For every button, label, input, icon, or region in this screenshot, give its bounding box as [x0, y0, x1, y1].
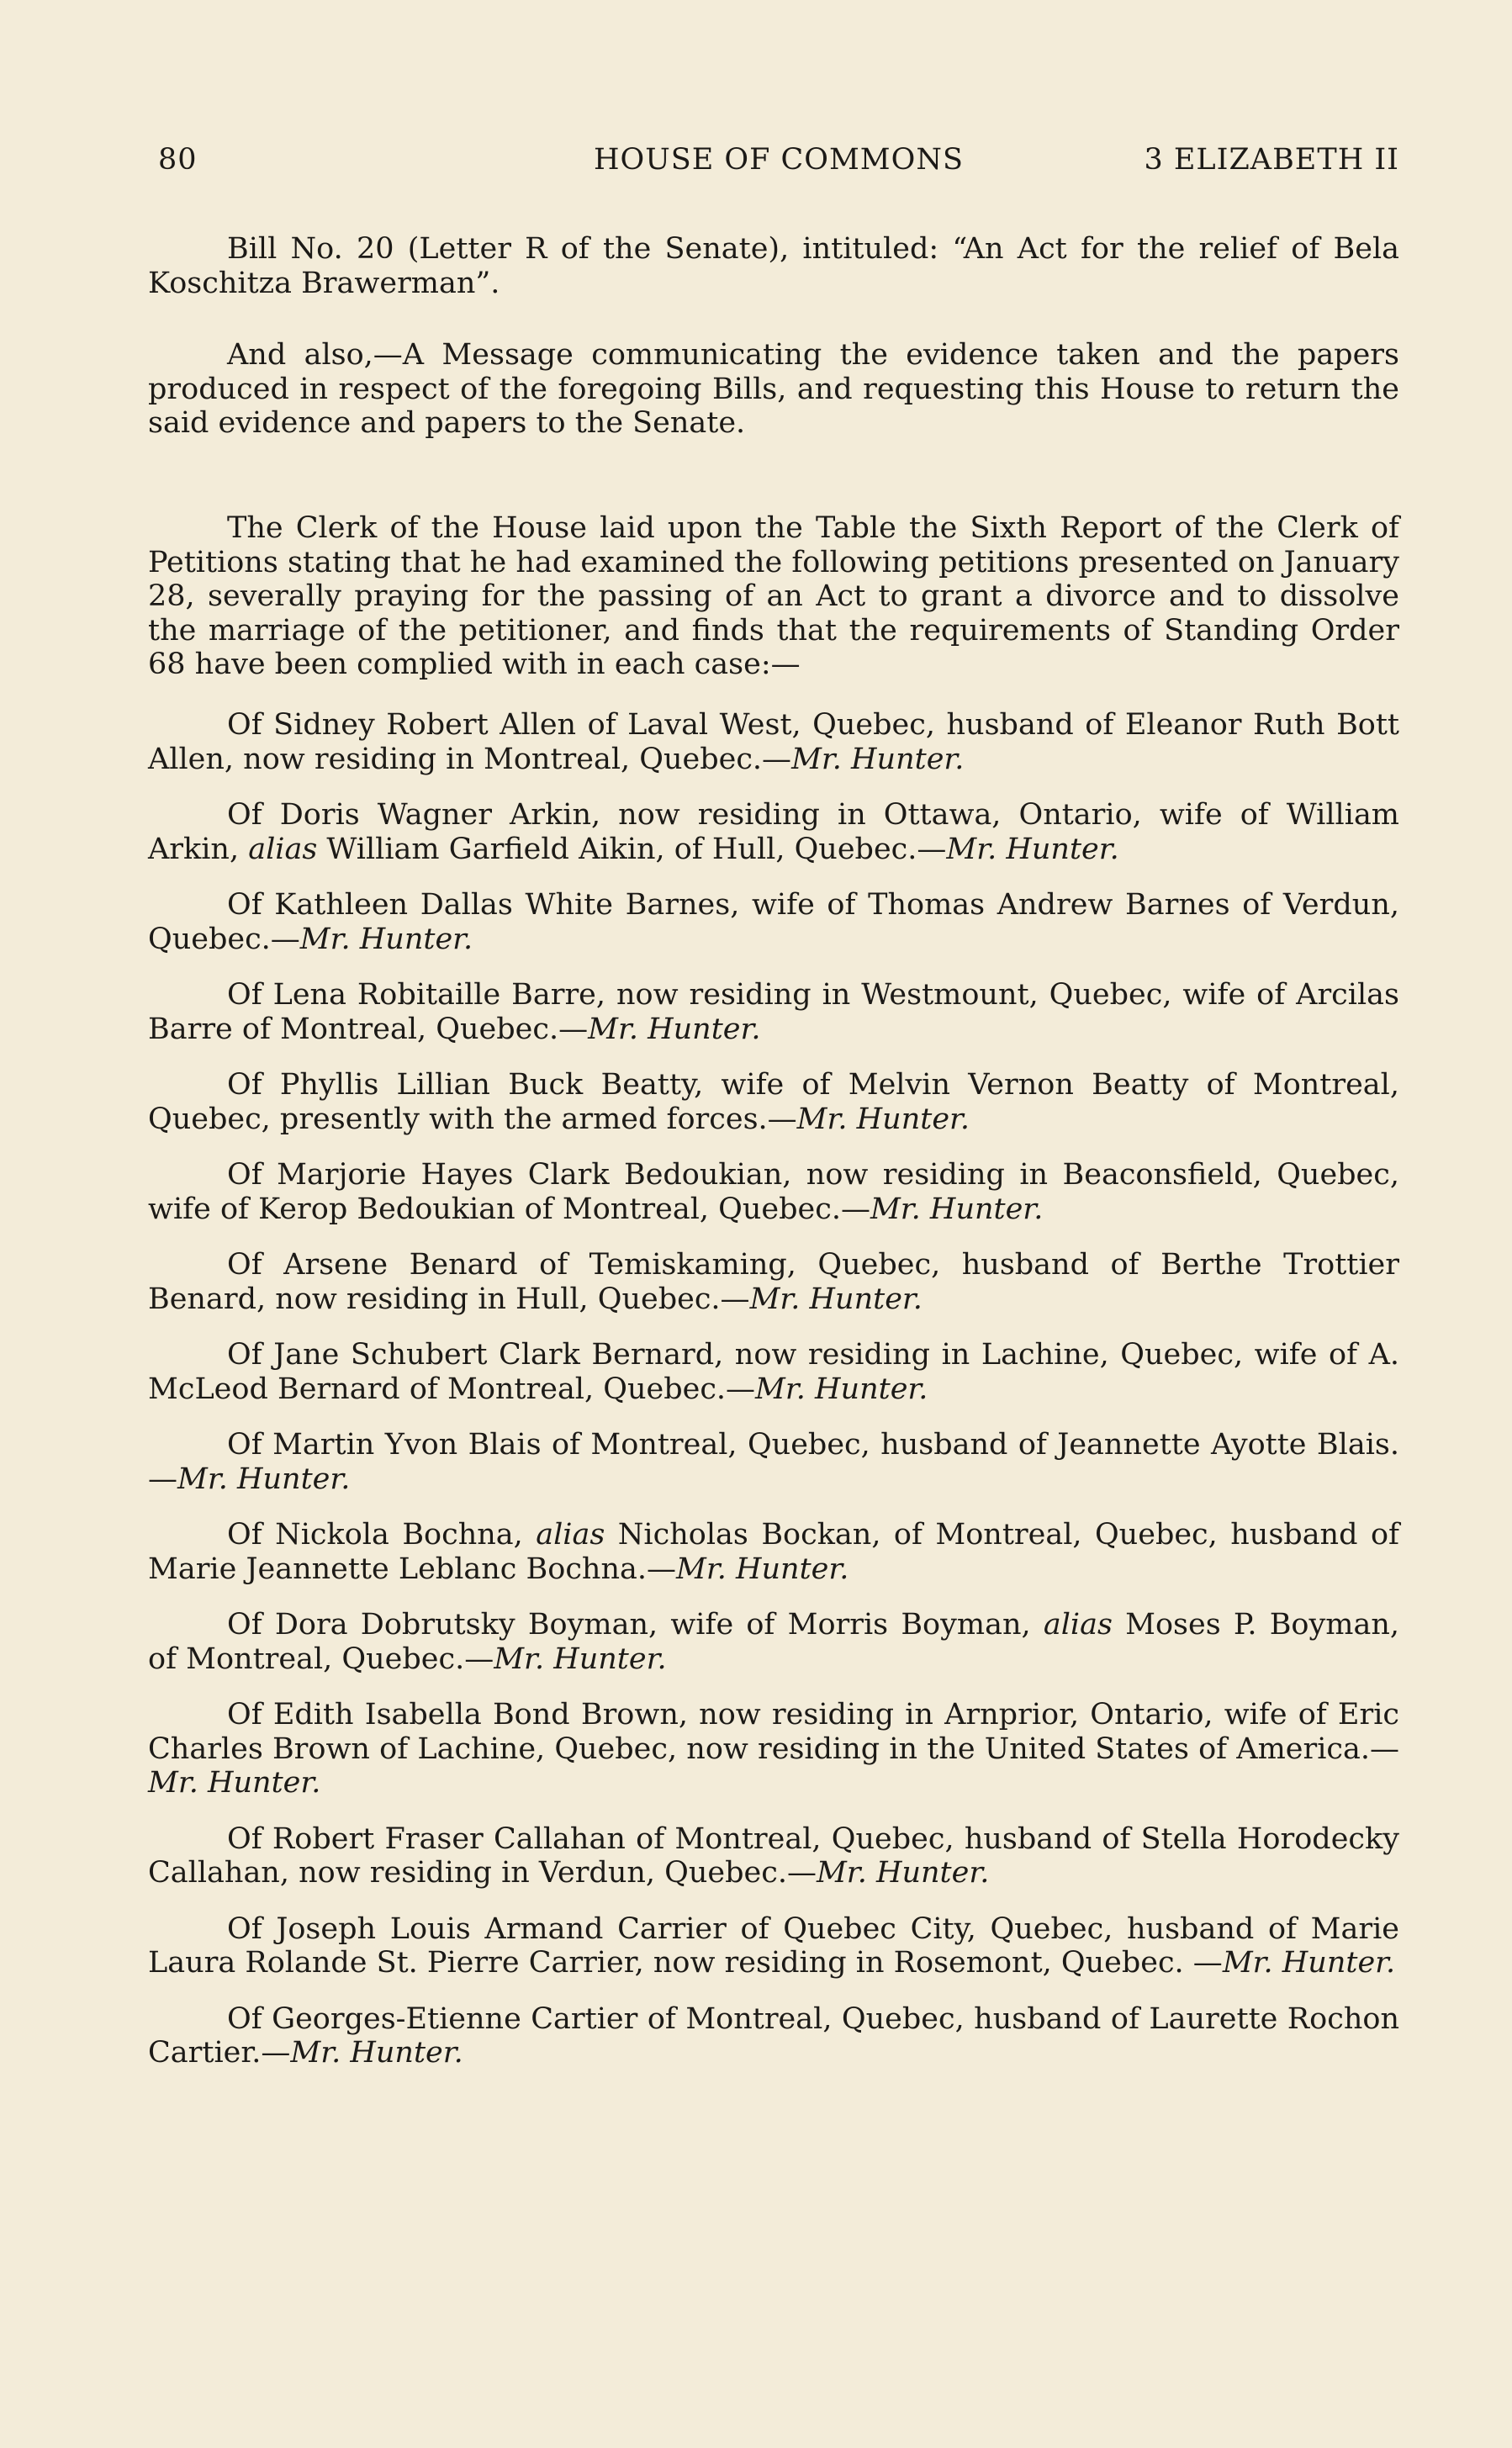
mover-name: Mr. Hunter. — [1222, 1946, 1396, 1980]
mover-name: Mr. Hunter. — [588, 1012, 761, 1046]
clerk-paragraph: The Clerk of the House laid upon the Table the Sixth Report of the Clerk of Petitions stating that he had examined the following petitions presented on January 28, severally praying for the passing of an Act to grant a divorce and to dissolve the marriage of the petitioner, and finds that the requirements of Standing Order 68 have been complied with in each case:— — [148, 511, 1399, 681]
petition-item: Of Arsene Benard of Temiskaming, Quebec, husband of Berthe Trottier Benard, now residing in Hull, Quebec.—Mr. Hunter. — [148, 1248, 1399, 1316]
mover-name: Mr. Hunter. — [299, 922, 473, 956]
alias-term: alias — [248, 832, 318, 866]
mover-name: Mr. Hunter. — [791, 742, 965, 776]
mover-name: Mr. Hunter. — [148, 1766, 321, 1800]
session-label: 3 ELIZABETH II — [1144, 143, 1399, 177]
petition-item: Of Dora Dobrutsky Boyman, wife of Morris Boyman, alias Moses P. Boyman, of Montreal, Quebec.—Mr. Hunter. — [148, 1608, 1399, 1676]
mover-name: Mr. Hunter. — [816, 1856, 990, 1890]
petition-item: Of Joseph Louis Armand Carrier of Quebec City, Quebec, husband of Marie Laura Rolande St. Pierre Carrier, now residing in Rosemont, Quebec. —Mr. Hunter. — [148, 1911, 1399, 1980]
petition-item: Of Edith Isabella Bond Brown, now residing in Arnprior, Ontario, wife of Eric Charles Brown of Lachine, Quebec, now residing in the United States of America.—Mr. Hunter. — [148, 1698, 1399, 1800]
mover-name: Mr. Hunter. — [946, 832, 1119, 866]
petition-item: Of Jane Schubert Clark Bernard, now residing in Lachine, Quebec, wife of A. McLeod Bernard of Montreal, Quebec.—Mr. Hunter. — [148, 1338, 1399, 1406]
petition-item: Of Robert Fraser Callahan of Montreal, Quebec, husband of Stella Horodecky Callahan, now residing in Verdun, Quebec.—Mr. Hunter. — [148, 1821, 1399, 1890]
running-title: HOUSE OF COMMONS — [594, 143, 964, 177]
petition-item: Of Georges-Etienne Cartier of Montreal, Quebec, husband of Laurette Rochon Cartier.—Mr. Hunter. — [148, 2001, 1399, 2070]
mover-name: Mr. Hunter. — [870, 1192, 1044, 1226]
petition-item: Of Marjorie Hayes Clark Bedoukian, now residing in Beaconsfield, Quebec, wife of Kerop Bedoukian of Montreal, Quebec.—Mr. Hunter. — [148, 1158, 1399, 1226]
page-header — [158, 143, 1399, 185]
mover-name: Mr. Hunter. — [177, 1462, 351, 1496]
mover-name: Mr. Hunter. — [755, 1372, 928, 1406]
alias-term: alias — [1043, 1608, 1113, 1642]
petition-item: Of Sidney Robert Allen of Laval West, Quebec, husband of Eleanor Ruth Bott Allen, now residing in Montreal, Quebec.—Mr. Hunter. — [148, 708, 1399, 776]
mover-name: Mr. Hunter. — [749, 1282, 923, 1316]
petition-item: Of Kathleen Dallas White Barnes, wife of Thomas Andrew Barnes of Verdun, Quebec.—Mr. Hunter. — [148, 888, 1399, 956]
mover-name: Mr. Hunter. — [494, 1642, 667, 1676]
mover-name: Mr. Hunter. — [796, 1102, 970, 1136]
also-message — [148, 338, 1399, 441]
alias-term: alias — [536, 1518, 605, 1552]
clerk-report — [148, 511, 1399, 682]
also-paragraph: And also,—A Message communicating the evidence taken and the papers produced in respect of the foregoing Bills, and requesting this House to return the said evidence and papers to the Senate. — [148, 338, 1399, 440]
petition-item: Of Doris Wagner Arkin, now residing in Ottawa, Ontario, wife of William Arkin, alias William Garfield Aikin, of Hull, Quebec.—Mr. Hunter. — [148, 798, 1399, 866]
petition-item: Of Phyllis Lillian Buck Beatty, wife of Melvin Vernon Beatty of Montreal, Quebec, presently with the armed forces.—Mr. Hunter. — [148, 1068, 1399, 1136]
mover-name: Mr. Hunter. — [676, 1552, 849, 1586]
page-number: 80 — [158, 143, 198, 177]
senate-bill-message — [148, 232, 1399, 300]
petition-item: Of Nickola Bochna, alias Nicholas Bockan, of Montreal, Quebec, husband of Marie Jeannette Leblanc Bochna.—Mr. Hunter. — [148, 1518, 1399, 1586]
petition-item: Of Lena Robitaille Barre, now residing in Westmount, Quebec, wife of Arcilas Barre of Montreal, Quebec.—Mr. Hunter. — [148, 978, 1399, 1046]
mover-name: Mr. Hunter. — [290, 2036, 463, 2070]
petition-item: Of Martin Yvon Blais of Montreal, Quebec, husband of Jeannette Ayotte Blais.—Mr. Hunter. — [148, 1428, 1399, 1496]
petitions-list — [148, 708, 1399, 2092]
bill-paragraph: Bill No. 20 (Letter R of the Senate), intituled: “An Act for the relief of Bela Koschitza Brawerman”. — [148, 232, 1399, 300]
